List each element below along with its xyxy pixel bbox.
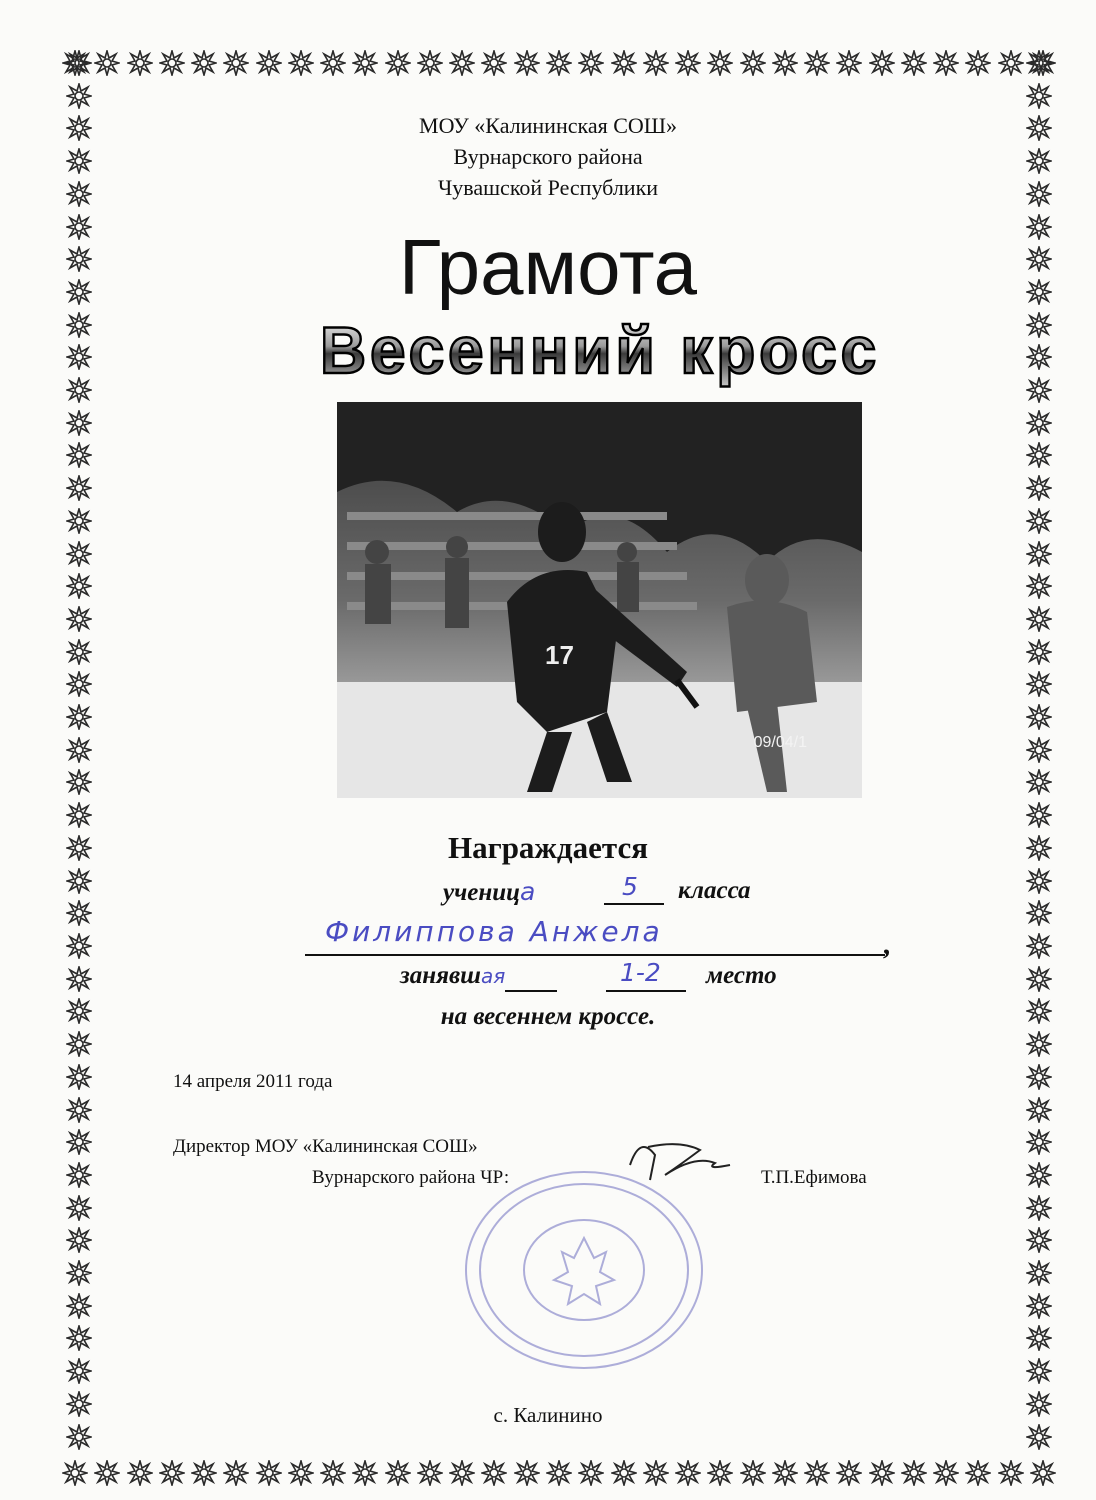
- border-rosette: [66, 966, 92, 992]
- border-rosette: [546, 50, 572, 76]
- took-line: [400, 962, 505, 990]
- awarded-heading: Награждается: [448, 830, 648, 865]
- border-rosette: [449, 50, 475, 76]
- svg-text:17: 17: [545, 640, 574, 670]
- border-rosette: [385, 50, 411, 76]
- border-rosette: [643, 1460, 669, 1486]
- border-rosette: [159, 1460, 185, 1486]
- border-rosette: [1026, 50, 1052, 76]
- border-rosette: [1026, 573, 1052, 599]
- border-rosette: [66, 737, 92, 763]
- border-rosette: [66, 1162, 92, 1188]
- border-rosette: [1026, 377, 1052, 403]
- border-rosette: [352, 1460, 378, 1486]
- border-rosette: [94, 50, 120, 76]
- border-rosette: [256, 50, 282, 76]
- border-rosette: [1030, 1460, 1056, 1486]
- border-rosette: [1026, 1358, 1052, 1384]
- border-rosette: [1026, 1195, 1052, 1221]
- official-stamp: [462, 1168, 706, 1372]
- border-rosette: [804, 1460, 830, 1486]
- border-rosette: [66, 541, 92, 567]
- border-rosette: [675, 1460, 701, 1486]
- border-rosette: [66, 442, 92, 468]
- border-rosette: [1026, 1064, 1052, 1090]
- border-rosette: [66, 573, 92, 599]
- border-rosette: [288, 1460, 314, 1486]
- border-rosette: [1026, 737, 1052, 763]
- border-rosette: [1026, 410, 1052, 436]
- border-rosette: [707, 1460, 733, 1486]
- name-underline: [305, 954, 885, 956]
- border-rosette: [66, 802, 92, 828]
- event-photo: [337, 402, 862, 798]
- director-name: Т.П.Ефимова: [761, 1167, 867, 1188]
- border-rosette: [223, 1460, 249, 1486]
- border-rosette: [1026, 1031, 1052, 1057]
- border-rosette: [1026, 344, 1052, 370]
- border-rosette: [66, 312, 92, 338]
- director-title-line1: Директор МОУ «Калининская СОШ»: [173, 1136, 478, 1157]
- border-rosette: [933, 1460, 959, 1486]
- took-label: занявш: [400, 962, 482, 989]
- border-rosette: [352, 50, 378, 76]
- event-line: на весеннем кроссе.: [440, 1003, 656, 1030]
- border-rosette: [998, 1460, 1024, 1486]
- border-rosette: [66, 900, 92, 926]
- border-rosette: [578, 1460, 604, 1486]
- border-rosette: [1026, 639, 1052, 665]
- border-rosette: [449, 1460, 475, 1486]
- border-rosette: [66, 377, 92, 403]
- border-rosette: [320, 1460, 346, 1486]
- student-suffix: а: [520, 877, 536, 906]
- border-rosette: [1026, 933, 1052, 959]
- border-rosette: [66, 50, 92, 76]
- class-label: класса: [678, 877, 751, 904]
- student-label: учениц: [443, 879, 521, 906]
- border-rosette: [66, 1325, 92, 1351]
- border-rosette: [804, 50, 830, 76]
- border-rosette: [707, 50, 733, 76]
- border-rosette: [66, 769, 92, 795]
- border-rosette: [66, 83, 92, 109]
- border-rosette: [66, 344, 92, 370]
- border-rosette: [385, 1460, 411, 1486]
- border-rosette: [772, 1460, 798, 1486]
- border-rosette: [1026, 1162, 1052, 1188]
- border-rosette: [66, 868, 92, 894]
- border-rosette: [62, 1460, 88, 1486]
- school-district: Вурнарского района: [453, 144, 643, 169]
- border-rosette: [1026, 508, 1052, 534]
- event-title: [300, 308, 900, 390]
- school-republic: Чувашской Республики: [437, 175, 659, 200]
- border-rosette: [1026, 704, 1052, 730]
- border-rosette: [901, 50, 927, 76]
- border-rosette: [546, 1460, 572, 1486]
- border-rosette: [1026, 868, 1052, 894]
- border-rosette: [66, 1097, 92, 1123]
- border-rosette: [481, 1460, 507, 1486]
- border-rosette: [1026, 83, 1052, 109]
- border-rosette: [66, 508, 92, 534]
- border-rosette: [643, 50, 669, 76]
- border-rosette: [66, 1358, 92, 1384]
- border-rosette: [223, 50, 249, 76]
- border-rosette: [1026, 606, 1052, 632]
- name-comma: ,: [884, 928, 892, 961]
- border-rosette: [417, 1460, 443, 1486]
- grade-underline: [604, 903, 664, 905]
- border-rosette: [66, 933, 92, 959]
- border-rosette: [998, 50, 1024, 76]
- border-rosette: [66, 410, 92, 436]
- border-rosette: [933, 50, 959, 76]
- border-rosette: [611, 1460, 637, 1486]
- place-value: 1-2: [620, 958, 661, 987]
- border-rosette: [66, 1064, 92, 1090]
- border-rosette: [66, 671, 92, 697]
- document-title: Грамота: [398, 223, 698, 311]
- border-rosette: [1026, 769, 1052, 795]
- place-label: место: [706, 962, 777, 989]
- photo-date-stamp: 09/04/1: [753, 734, 807, 751]
- border-rosette: [417, 50, 443, 76]
- border-rosette: [611, 50, 637, 76]
- location: с. Калинино: [493, 1403, 603, 1427]
- border-rosette: [1026, 966, 1052, 992]
- border-rosette: [288, 50, 314, 76]
- border-rosette: [66, 1195, 92, 1221]
- border-rosette: [836, 1460, 862, 1486]
- border-rosette: [1026, 1293, 1052, 1319]
- border-rosette: [66, 639, 92, 665]
- school-header: [0, 110, 1096, 203]
- border-rosette: [1026, 442, 1052, 468]
- border-rosette: [256, 1460, 282, 1486]
- border-rosette: [481, 50, 507, 76]
- border-rosette: [66, 475, 92, 501]
- border-rosette: [66, 1260, 92, 1286]
- border-bottom: [62, 1456, 1056, 1490]
- border-rosette: [772, 50, 798, 76]
- took-suffix: ая: [481, 964, 506, 988]
- border-rosette: [836, 50, 862, 76]
- date-line: 14 апреля 2011 года: [173, 1071, 333, 1092]
- border-rosette: [1026, 1097, 1052, 1123]
- event-title-graphic: [300, 308, 900, 390]
- border-rosette: [1026, 671, 1052, 697]
- border-rosette: [1026, 1260, 1052, 1286]
- border-rosette: [675, 50, 701, 76]
- border-rosette: [1026, 1227, 1052, 1253]
- event-title-text: Весенний кросс: [320, 313, 880, 387]
- border-rosette: [1026, 541, 1052, 567]
- director-title-line2: Вурнарского района ЧР:: [312, 1167, 510, 1188]
- place-underline: [606, 990, 686, 992]
- border-rosette: [965, 50, 991, 76]
- border-rosette: [514, 1460, 540, 1486]
- border-rosette: [740, 1460, 766, 1486]
- border-rosette: [1026, 312, 1052, 338]
- border-rosette: [66, 1293, 92, 1319]
- border-rosette: [127, 1460, 153, 1486]
- border-rosette: [1026, 1325, 1052, 1351]
- border-rosette: [901, 1460, 927, 1486]
- border-rosette: [740, 50, 766, 76]
- border-rosette: [869, 1460, 895, 1486]
- border-rosette: [66, 1129, 92, 1155]
- border-rosette: [66, 1227, 92, 1253]
- border-rosette: [578, 50, 604, 76]
- border-rosette: [66, 1031, 92, 1057]
- border-rosette: [191, 1460, 217, 1486]
- student-line: [443, 877, 535, 907]
- school-name: МОУ «Калининская СОШ»: [419, 113, 677, 138]
- border-rosette: [514, 50, 540, 76]
- student-name: Филиппова Анжела: [325, 915, 663, 948]
- took-underline: [505, 990, 557, 992]
- border-rosette: [94, 1460, 120, 1486]
- border-rosette: [191, 50, 217, 76]
- border-rosette: [1026, 900, 1052, 926]
- border-rosette: [1026, 1129, 1052, 1155]
- border-rosette: [159, 50, 185, 76]
- border-top: [62, 46, 1056, 80]
- border-rosette: [1026, 802, 1052, 828]
- border-rosette: [320, 50, 346, 76]
- border-rosette: [1026, 475, 1052, 501]
- border-rosette: [66, 606, 92, 632]
- border-rosette: [869, 50, 895, 76]
- grade-value: 5: [622, 872, 638, 901]
- border-rosette: [965, 1460, 991, 1486]
- border-rosette: [66, 704, 92, 730]
- border-rosette: [127, 50, 153, 76]
